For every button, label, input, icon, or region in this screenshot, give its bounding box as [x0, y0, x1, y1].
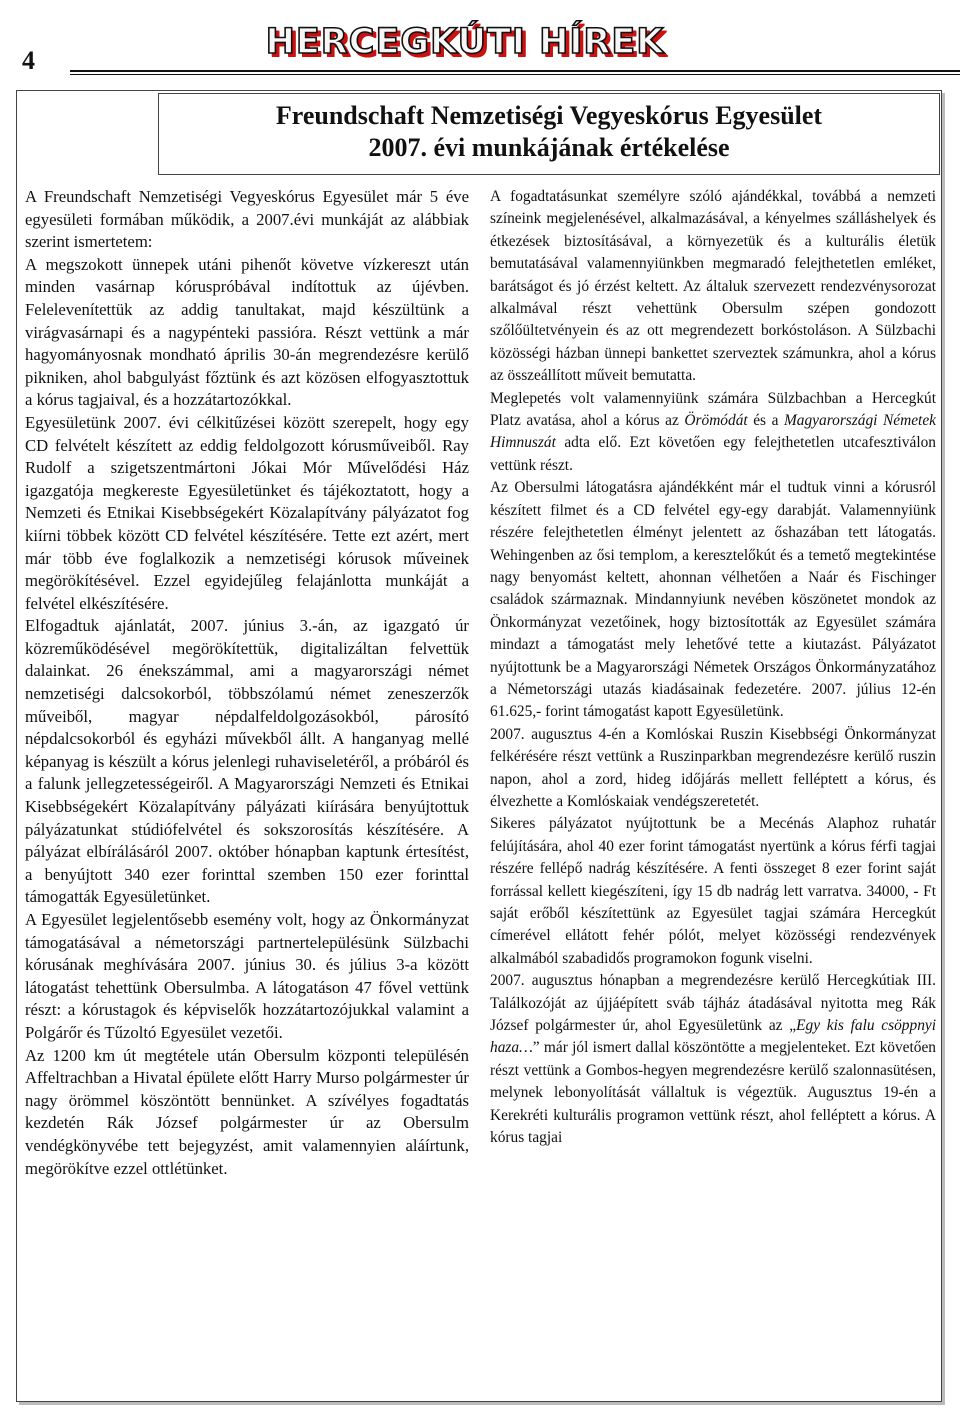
paragraph: Elfogadtuk ajánlatát, 2007. június 3.-án, az igazgató úr közreműködésével megörökítettük, digitalizáltan felvettük dalainkat. 26 énekszámmal, ami a magyarországi német nemzetiségi dalcsokorból, többszólamú német zeneszerzők műveiből, magyar népdalfeldolgozásokból, párosító népdalcsokorból és egyházi művekből állt. A hanganyag mellé képanyag is készült a kórus jelenlegi ruhaviseletéről, a próbáról és a falunk jellegzetességeiről. A Magyarországi Nemzeti és Etnikai Kisebbségekért Közalapítvány pályázati kiírására benyújtottuk pályázatunkat stúdiófelvétel és sokszorosítás készítésére. A pályázat elbírálásáról 2007. október hónapban kaptunk értesítést, a benyújtott 340 ezer forinttal szemben 150 ezer forinttal támogatták Egyesületünket.: [25, 616, 469, 907]
header-rule: [70, 70, 960, 72]
paragraph: Az 1200 km út megtétele után Obersulm központi településén Affeltrachban a Hivatal épülete előtt Harry Murso polgármester úr nagy örömmel köszöntött bennünket. A szívélyes fogadtatás kezdetén Rák József polgármester úr az Obersulm vendégkönyvébe tett bejegyzést, amit valamennyien aláírtunk, megörökítve ezzel ottlétünket.: [25, 1045, 469, 1178]
paragraph: A Egyesület legjelentősebb esemény volt, hogy az Önkormányzat támogatásával a németországi partnertelepülésünk Sülzbachi kórusának meghívására 2007. június 30. és július 3-a között látogatást tehettünk Obersulmba. A látogatáson 47 fővel vettünk részt: a kórustagok és képviselők hozzátartozójukkal valamint a Polgárőr és Tűzoltó Egyesület vezetői.: [25, 910, 469, 1042]
right-column: [490, 186, 936, 1386]
song-title: Magyarországi Németek Himnuszát: [490, 412, 936, 452]
paragraph: Egyesületünk 2007. évi célkitűzései között szerepelt, hogy egy CD felvételt készített az eddig feldolgozott kórusműveiből. Ray Rudolf a szigetszentmártoni Jókai Mór Művelődési Ház igazgatója megkereste Egyesületünket és tájékoztatott, hogy a Nemzeti és Etnikai Kisebbségekért Közalapítvány pályázatot fog kiírni többek között CD felvétel készítésére. Tette ezt azért, mert már több éve foglalkozik a nemzetiségi kórusok műveinek megörökítésével. Ezzel egyidejűleg felajánlotta munkáját a felvétel elkészítésére.: [25, 412, 469, 613]
header-rule-thin: [70, 74, 960, 75]
paragraph: [490, 388, 936, 478]
text-run: adta elő. Ezt követően egy felejthetetlen utcafesztiválon vettünk részt.: [490, 434, 936, 474]
paragraph: Sikeres pályázatot nyújtottunk be a Mecénás Alaphoz ruhatár felújítására, ahol 40 ezer forint támogatást nyertünk a kórus férfi tagjai részére fellépő nadrág készítésére. A fenti összeget 8 ezer forint saját forrással kellett kiegészíteni, így 15 db nadrág lett varratva. 34000, - Ft saját erőből készítettünk az Egyesület tagjai számára Hercegkút címerével ellátott fehér pólót, melyet közösségi rendezvények alkalmából szabadidős programokon fogunk viselni.: [490, 815, 936, 967]
text-run: és a: [747, 412, 784, 430]
article-title: Freundschaft Nemzetiségi Vegyeskórus Egyesület: [275, 101, 823, 130]
article-title-box: [158, 93, 940, 175]
page-header: [0, 0, 960, 90]
page-number: 4: [22, 46, 35, 75]
paragraph: A megszokott ünnepek utáni pihenőt követve vízkereszt után minden vasárnap kóruspróbával indítottuk az újévben. Felelevenítettük az addig tanultakat, majd készültünk a virágvasárnapi és a nagypénteki passióra. Részt vettünk a már hagyományosnak mondható április 30-án megrendezésre kerülő pikniken, ahol babgulyást főztünk és azt közösen elfogyasztottuk a kórus tagjaival, és a hozzátartozókkal.: [25, 254, 469, 410]
paragraph: A Freundschaft Nemzetiségi Vegyeskórus Egyesület már 5 éve egyesületi formában működik, a 2007.évi munkáját az alábbiak szerint ismertetem:: [25, 187, 469, 252]
paragraph: A fogadtatásunkat személyre szóló ajándékkal, továbbá a nemzeti színeink megjelenésével, alkalmazásával, a kényelmes szálláshelyek és étkezések biztosításával, a környezetük és a kulturális életük bemutatásával valamennyiünkben megmaradó felejthetetlen emléket, barátságot és jó érzést keltett. Az általuk szervezett rendezvénysorozat alkalmával részt vehettünk Obersulm szépen gondozott szőlőültetvényein és az ott megrendezett borkóstoláson. A Sülzbachi közösségi házban ünnepi bankettet szerveztek számunkra, ahol a kórus az összeállított műveit bemutatta.: [490, 188, 936, 385]
text-run: Meglepetés volt valamennyiünk számára Sülzbachban a Hercegkút Platz avatása, ahol a kórus az: [490, 389, 936, 430]
left-column: [25, 186, 469, 1386]
paragraph: 2007. augusztus 4-én a Komlóskai Ruszin Kisebbségi Önkormányzat felkérésére részt vettünk a Ruszinparkban megrendezésre kerülő ruszin napon, ahol a zord, hideg időjárás mellett felléptett a kórus, és élvezhette a Komlóskaiak vendégszeretetét.: [490, 725, 936, 810]
text-run: 2007. augusztus hónapban a megrendezésre kerülő Hercegkútiak III. Találkozóját az újjáépített sváb tájház átadásával nyitotta meg Rák József polgármester úr, ahol Egyesületünk az „: [490, 972, 936, 1035]
text-run: ” már jól ismert dallal köszöntötte a megjelenteket. Ezt követően részt vettünk a Gombos-hegyen megrendezésre kerülő szalonnasütésen, melynek lebonyolítását vállaltuk is végeztük. Augusztus 19-én a Kerekréti kulturális programon vettünk részt, ahol felléptett a kórus. A kórus tagjai: [490, 1039, 936, 1147]
paragraph: [490, 970, 936, 1149]
article-subtitle: 2007. évi munkájának értékelése: [368, 133, 730, 162]
masthead-title: HERCEGKÚTI HÍREK: [265, 22, 665, 62]
paragraph: Az Obersulmi látogatásra ajándékként már el tudtuk vinni a kórusról készített filmet és a CD felvétel egy-egy darabját. Valamennyiünk részére felejthetetlen élményt jelentett az őshazában tett látogatás. Wehingenben az ősi templom, a keresztelőkút és a temető megtekintése nagy benyomást keltett, ahonnan vélhetően a Naár és Fischinger családok származnak. Mindannyiunk nevében köszönetet mondok az Önkormányzat vezetőinek, hogy biztosították az Egyesület számára mindazt a támogatást mely lehetővé tette a kiutazást. Pályázatot nyújtottunk be a Magyarországi Németek Országos Önkormányzatához a Németországi utazás kiadásainak fedezetére. 2007. július 12-én 61.625,- forint támogatást kapott Egyesületünk.: [490, 479, 936, 721]
song-title: Egy kis falu csöppnyi haza…: [490, 1017, 936, 1057]
song-title: Örömódát: [684, 412, 748, 430]
